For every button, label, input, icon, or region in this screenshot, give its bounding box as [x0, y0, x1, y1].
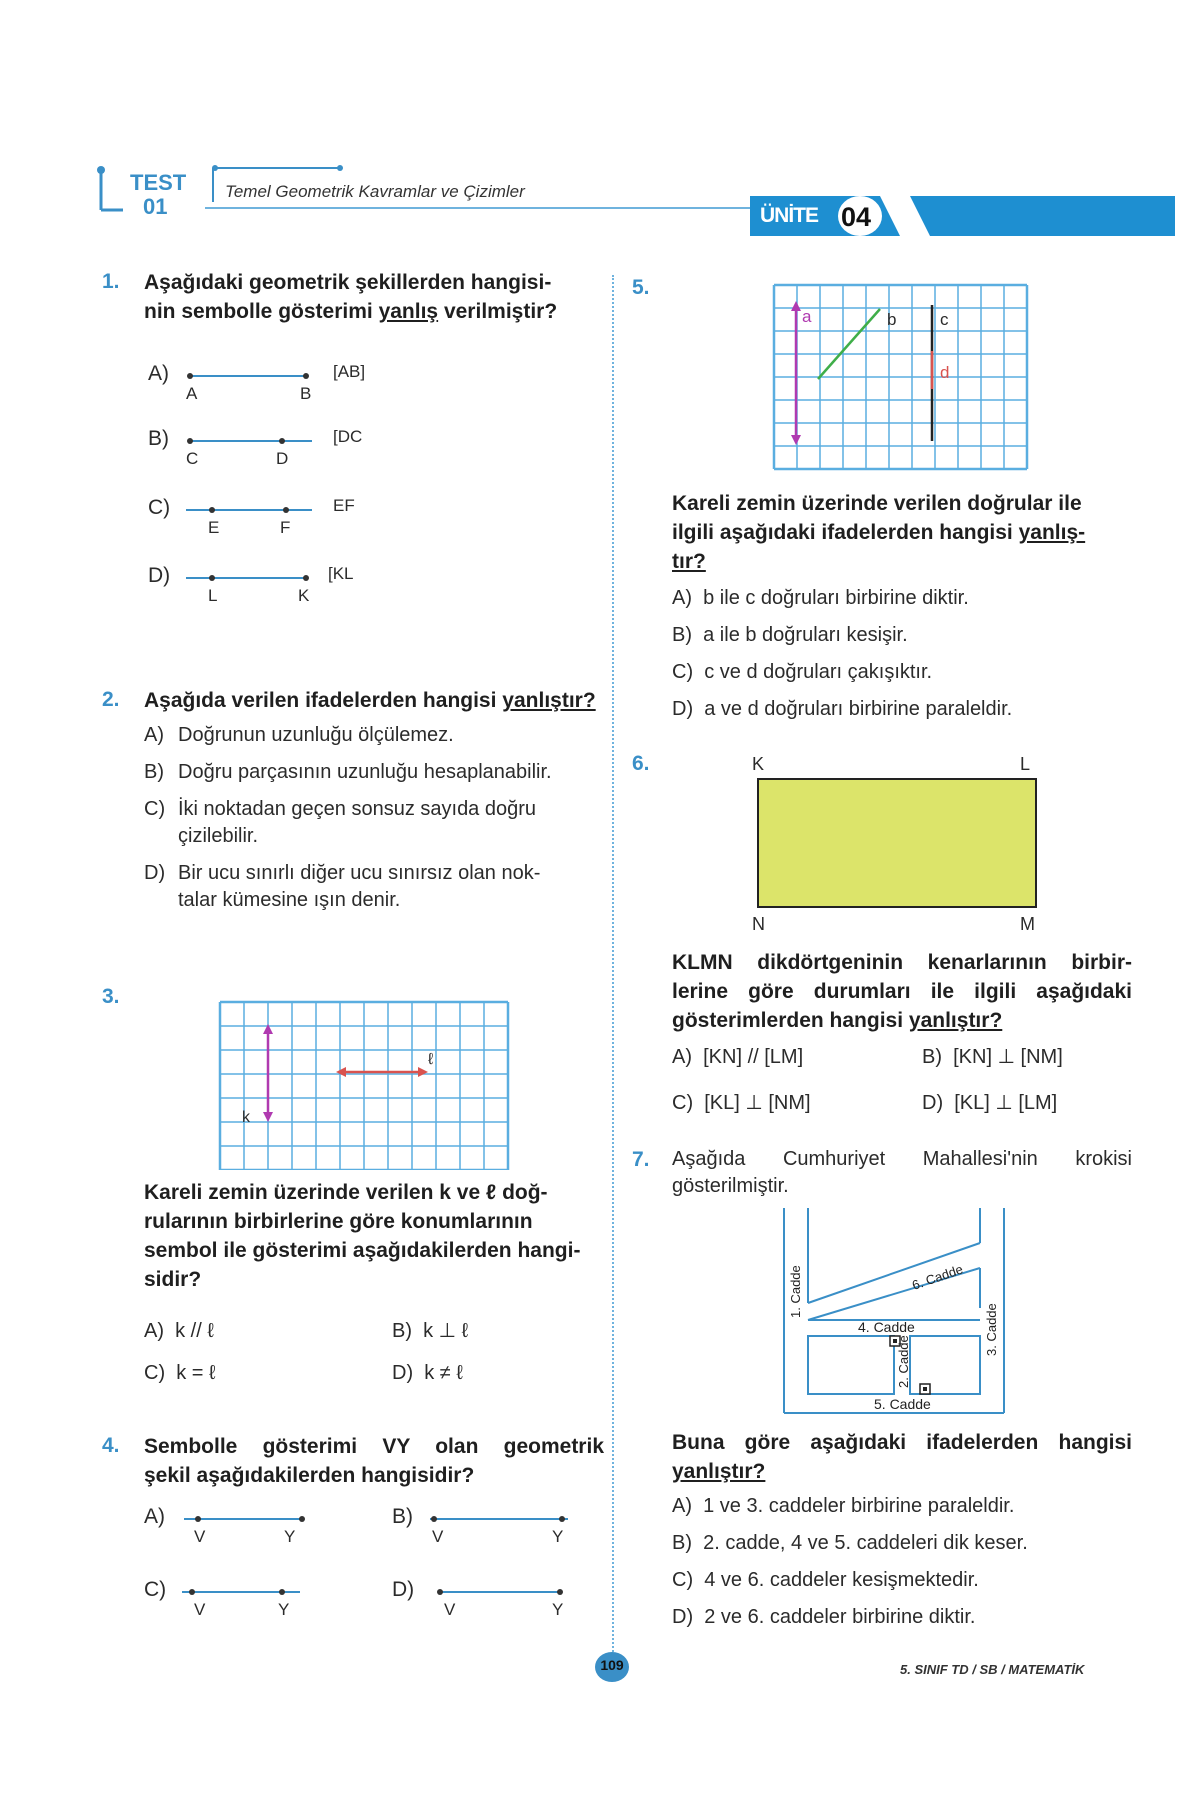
q7-option-b[interactable]: B) 2. cadde, 4 ve 5. caddeleri dik keser. [672, 1532, 1028, 1554]
test-number: 01 [143, 194, 168, 219]
d-label: d [940, 363, 950, 382]
q4-text: Sembolle gösterimi VY olan geometrik şekil aşağıdakilerden hangisidir? [144, 1435, 604, 1487]
q5-option-a[interactable]: A) b ile c doğruları birbirine diktir. [672, 587, 969, 609]
q7-option-c[interactable]: C) 4 ve 6. caddeler kesişmektedir. [672, 1569, 979, 1591]
q7-intro: Aşağıda Cumhuriyet Mahallesi'nin krokisi gösterilmiştir. [672, 1148, 1132, 1197]
corner-l: L [1020, 754, 1031, 774]
q1-option-a[interactable]: A) A B [AB] [148, 362, 366, 403]
q7-street-map [780, 1208, 1010, 1418]
book-footer: 5. SINIF TD / SB / MATEMATİK [900, 1662, 1085, 1677]
q4-option-c[interactable]: C) V Y [144, 1578, 324, 1624]
q4-option-a[interactable]: A) V Y [144, 1505, 324, 1551]
q7-option-d[interactable]: D) 2 ve 6. caddeler birbirine diktir. [672, 1606, 976, 1628]
page-number: 109 [600, 1657, 624, 1673]
c-label: c [940, 310, 949, 329]
q1-number: 1. [102, 270, 120, 293]
q2-option-b[interactable]: B) Doğru parçasının uzunluğu hesaplanabilir. [144, 761, 552, 783]
q6-text: KLMN dikdörtgeninin kenarlarının birbir- lerine göre durumları ile ilgili aşağıdaki gösterimlerden hangisi yanlıştır? [672, 951, 1132, 1032]
k-label: k [242, 1109, 250, 1126]
q5-text: Kareli zemin üzerinde verilen doğrular ile ilgili aşağıdaki ifadelerden hangisi yanlış- tır? [672, 492, 1086, 573]
line-figure [186, 502, 316, 522]
q7-options [672, 1493, 1142, 1631]
q3-grid [218, 1000, 528, 1170]
q2-text: Aşağıda verilen ifadelerden hangisi yanlıştır? [144, 689, 596, 712]
klmn-rectangle [757, 778, 1037, 908]
street-5-label: 5. Cadde [874, 1396, 931, 1412]
q3-option-b[interactable]: B) k ⊥ ℓ [392, 1320, 469, 1342]
grid-lines [774, 285, 1027, 469]
q2-options [144, 722, 604, 914]
q7-number: 7. [632, 1148, 650, 1171]
q4-number: 4. [102, 1434, 120, 1457]
q5-grid [772, 283, 1032, 478]
q6-option-c[interactable]: C) [KL] ⊥ [NM] [672, 1092, 811, 1114]
q6-option-b[interactable]: B) [KN] ⊥ [NM] [922, 1046, 1063, 1068]
q2-option-c[interactable]: C) İki noktadan geçen sonsuz sayıda doğru çizilebilir. [144, 798, 537, 847]
q1-text: Aşağıdaki geometrik şekillerden hangisi- nin sembolle gösterimi yanlış verilmiştir? [144, 271, 558, 323]
street-4-label: 4. Cadde [858, 1319, 915, 1335]
topic-title: Temel Geometrik Kavramlar ve Çizimler [225, 182, 525, 201]
q2-number: 2. [102, 688, 120, 711]
b-label: b [887, 310, 897, 329]
q5-number: 5. [632, 276, 650, 299]
test-label: TEST [130, 170, 187, 195]
ray-figure [186, 570, 316, 590]
street-2-label: 2. Cadde [896, 1335, 911, 1388]
street-3-label: 3. Cadde [984, 1303, 999, 1356]
q3-option-d[interactable]: D) k ≠ ℓ [392, 1362, 463, 1384]
q5-option-c[interactable]: C) c ve d doğruları çakışıktır. [672, 661, 933, 683]
q3-option-a[interactable]: A) k // ℓ [144, 1320, 214, 1342]
q5-option-d[interactable]: D) a ve d doğruları birbirine paraleldir. [672, 698, 1013, 720]
q3-number: 3. [102, 985, 120, 1008]
unit-number: 04 [841, 202, 872, 232]
corner-m: M [1020, 914, 1035, 934]
q2-option-a[interactable]: A) Doğrunun uzunluğu ölçülemez. [144, 724, 454, 746]
grid-lines [220, 1002, 508, 1170]
corner-k: K [752, 754, 765, 774]
q5-option-b[interactable]: B) a ile b doğruları kesişir. [672, 624, 908, 646]
q6-option-a[interactable]: A) [KN] // [LM] [672, 1046, 804, 1068]
q7-option-a[interactable]: A) 1 ve 3. caddeler birbirine paraleldir. [672, 1495, 1015, 1517]
street-6-label: 6. Cadde [910, 1261, 965, 1293]
q1-option-c[interactable]: C) E F EF [148, 496, 355, 537]
unit-label: ÜNİTE [760, 204, 818, 227]
q5-options [672, 585, 1142, 723]
q1-option-d[interactable]: D) L K [KL [148, 564, 354, 605]
line-figure [430, 1511, 570, 1531]
q3-text: Kareli zemin üzerinde verilen k ve ℓ doğ- rularının birbirlerine göre konumlarının sembol ile gösterimi aşağıdakilerden hangi- sidir? [144, 1181, 581, 1291]
a-label: a [802, 307, 812, 326]
q3-option-c[interactable]: C) k = ℓ [144, 1362, 216, 1384]
l-label: ℓ [428, 1051, 434, 1068]
street-1-label: 1. Cadde [788, 1265, 803, 1318]
header [95, 160, 1175, 240]
q1-option-b[interactable]: B) C D [DC [148, 427, 363, 468]
ray-figure [186, 433, 316, 453]
q4-option-d[interactable]: D) V Y [392, 1578, 572, 1624]
q2-option-d[interactable]: D) Bir ucu sınırlı diğer ucu sınırsız olan nok- talar kümesine ışın denir. [144, 862, 541, 911]
q4-option-b[interactable]: B) V Y [392, 1505, 572, 1551]
column-divider [612, 275, 614, 1675]
q6-option-d[interactable]: D) [KL] ⊥ [LM] [922, 1092, 1058, 1114]
corner-n: N [752, 914, 765, 934]
q6-number: 6. [632, 752, 650, 775]
q7-text: Buna göre aşağıdaki ifadelerden hangisi yanlıştır? [672, 1431, 1132, 1483]
segment-figure [186, 368, 316, 388]
